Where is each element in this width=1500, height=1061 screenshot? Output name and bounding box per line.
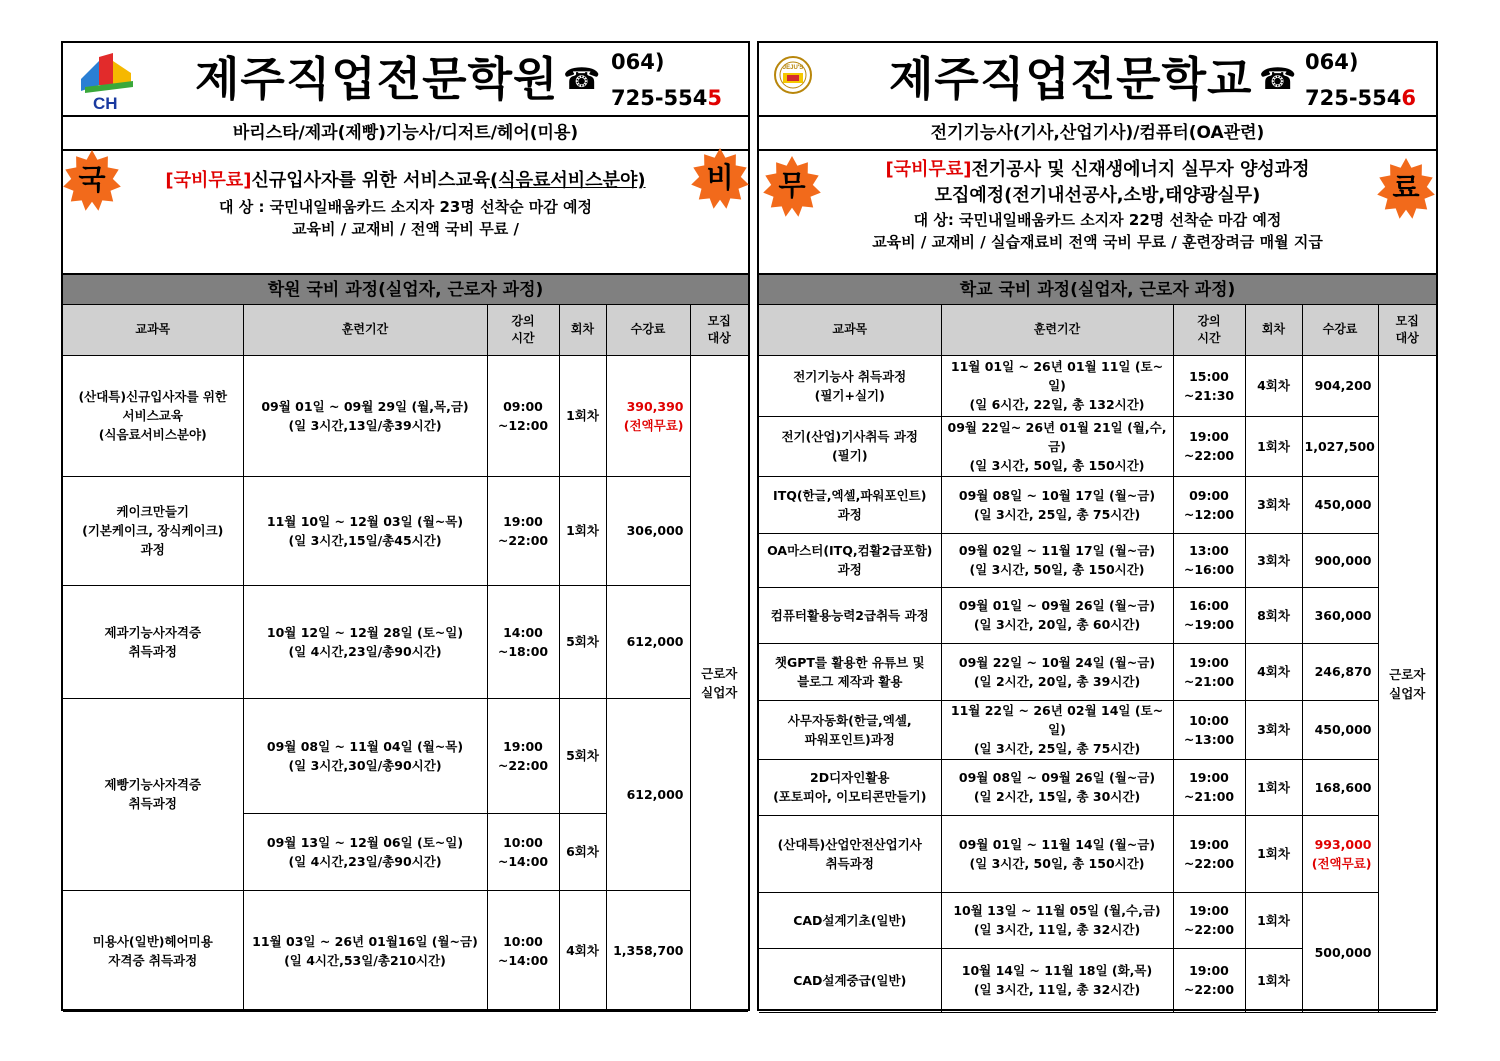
course-round: 4회차 bbox=[1245, 643, 1302, 700]
course-fee: 450,000 bbox=[1302, 700, 1378, 759]
course-subject: 사무자동화(한글,엑셀, 파워포인트)과정 bbox=[759, 700, 941, 759]
table-row bbox=[63, 585, 748, 698]
course-time: 09:00 ~12:00 bbox=[1173, 476, 1245, 533]
course-period: 10월 12일 ~ 12월 28일 (토~일) (일 4시간,23일/총90시간) bbox=[243, 585, 487, 698]
table-row bbox=[759, 476, 1436, 533]
course-time: 10:00 ~14:00 bbox=[487, 813, 559, 890]
course-period: 10월 14일 ~ 11월 18일 (화,목) (일 3시간, 11일, 총 32시간) bbox=[941, 948, 1173, 1012]
academy-logo bbox=[73, 51, 143, 111]
course-round: 1회차 bbox=[1245, 416, 1302, 476]
course-time: 19:00 ~22:00 bbox=[1173, 892, 1245, 948]
course-round: 1회차 bbox=[1245, 815, 1302, 892]
badge-star-icon: 국 bbox=[61, 149, 123, 211]
course-round: 1회차 bbox=[1245, 948, 1302, 1012]
course-time: 16:00 ~19:00 bbox=[1173, 587, 1245, 643]
school-section-title: 학교 국비 과정(실업자, 근로자 과정) bbox=[759, 275, 1436, 305]
academy-course-table bbox=[63, 305, 748, 1012]
academy-panel bbox=[61, 41, 750, 1011]
promo-headline: [국비무료]신규입사자를 위한 서비스교육(식음료서비스분야) bbox=[165, 170, 646, 191]
course-fee: 612,000 bbox=[606, 585, 690, 698]
course-round: 5회차 bbox=[559, 585, 606, 698]
school-promo bbox=[759, 151, 1436, 275]
course-period: 09월 22일 ~ 10월 24일 (월~금) (일 2시간, 20일, 총 39시간) bbox=[941, 643, 1173, 700]
course-time: 14:00 ~18:00 bbox=[487, 585, 559, 698]
course-period: 09월 01일 ~ 09월 29일 (월,목,금) (일 3시간,13일/총39시간) bbox=[243, 355, 487, 476]
table-row bbox=[759, 815, 1436, 892]
course-time: 10:00 ~14:00 bbox=[487, 890, 559, 1011]
table-row bbox=[759, 700, 1436, 759]
school-title: 제주직업전문학교 bbox=[889, 52, 1253, 106]
course-round: 1회차 bbox=[1245, 892, 1302, 948]
table-row bbox=[759, 587, 1436, 643]
column-header: 회차 bbox=[559, 305, 606, 355]
course-subject: CAD설계중급(일반) bbox=[759, 948, 941, 1012]
course-fee: 1,027,500 bbox=[1302, 416, 1378, 476]
course-time: 10:00 ~13:00 bbox=[1173, 700, 1245, 759]
course-subject: 제빵기능사자격증 취득과정 bbox=[63, 698, 243, 890]
course-round: 4회차 bbox=[559, 890, 606, 1011]
table-row bbox=[759, 416, 1436, 476]
course-subject: 전기기능사 취득과정 (필기+실기) bbox=[759, 355, 941, 416]
course-time: 13:00 ~16:00 bbox=[1173, 533, 1245, 587]
course-subject: OA마스터(ITQ,컴활2급포함) 과정 bbox=[759, 533, 941, 587]
course-fee: 168,600 bbox=[1302, 759, 1378, 815]
course-fee: 306,000 bbox=[606, 476, 690, 585]
school-header bbox=[759, 43, 1436, 117]
course-round: 3회차 bbox=[1245, 533, 1302, 587]
school-panel bbox=[757, 41, 1438, 1011]
course-subject: ITQ(한글,엑셀,파워포인트) 과정 bbox=[759, 476, 941, 533]
academy-title: 제주직업전문학원 bbox=[195, 52, 559, 106]
course-fee: 1,358,700 bbox=[606, 890, 690, 1011]
academy-promo bbox=[63, 151, 748, 275]
column-header: 모집 대상 bbox=[690, 305, 748, 355]
phone-icon: ☎ bbox=[1259, 62, 1297, 97]
course-period: 10월 13일 ~ 11월 05일 (월,수,금) (일 3시간, 11일, 총 32시간) bbox=[941, 892, 1173, 948]
column-header: 훈련기간 bbox=[243, 305, 487, 355]
course-fee: 612,000 bbox=[606, 698, 690, 890]
course-period: 09월 08일 ~ 10월 17일 (월~금) (일 3시간, 25일, 총 75시간) bbox=[941, 476, 1173, 533]
svg-text:CH: CH bbox=[93, 94, 118, 111]
table-row bbox=[63, 698, 748, 813]
school-logo bbox=[773, 55, 813, 95]
svg-text:JEJU'S: JEJU'S bbox=[782, 65, 804, 71]
course-time: 15:00 ~21:30 bbox=[1173, 355, 1245, 416]
badge-star-icon: 무 bbox=[761, 155, 823, 217]
table-row bbox=[63, 476, 748, 585]
promo-target: 대 상 : 국민내일배움카드 소지자 23명 선착순 마감 예정 bbox=[219, 198, 592, 216]
course-subject: (산대특)신규입사자를 위한 서비스교육 (식음료서비스분야) bbox=[63, 355, 243, 476]
course-time: 19:00 ~22:00 bbox=[1173, 815, 1245, 892]
table-row bbox=[63, 890, 748, 1011]
course-time: 19:00 ~22:00 bbox=[487, 698, 559, 813]
table-row bbox=[759, 759, 1436, 815]
table-row bbox=[63, 355, 748, 476]
course-round: 8회차 bbox=[1245, 587, 1302, 643]
course-fee: 904,200 bbox=[1302, 355, 1378, 416]
course-fee: 900,000 bbox=[1302, 533, 1378, 587]
course-fee: 246,870 bbox=[1302, 643, 1378, 700]
column-header: 강의 시간 bbox=[487, 305, 559, 355]
course-time: 19:00 ~21:00 bbox=[1173, 643, 1245, 700]
course-period: 09월 08일 ~ 11월 04일 (월~목) (일 3시간,30일/총90시간) bbox=[243, 698, 487, 813]
course-subject: CAD설계기초(일반) bbox=[759, 892, 941, 948]
school-course-table bbox=[759, 305, 1436, 1013]
column-header: 회차 bbox=[1245, 305, 1302, 355]
column-header: 모집 대상 bbox=[1378, 305, 1436, 355]
promo-cost: 교육비 / 교재비 / 전액 국비 무료 / bbox=[292, 220, 519, 238]
academy-section-title: 학원 국비 과정(실업자, 근로자 과정) bbox=[63, 275, 748, 305]
course-round: 4회차 bbox=[1245, 355, 1302, 416]
column-header: 교과목 bbox=[63, 305, 243, 355]
course-time: 09:00 ~12:00 bbox=[487, 355, 559, 476]
table-header-row bbox=[759, 305, 1436, 355]
course-time: 19:00 ~22:00 bbox=[487, 476, 559, 585]
table-row bbox=[759, 643, 1436, 700]
badge-star-icon: 비 bbox=[689, 147, 751, 209]
course-fee: 500,000 bbox=[1302, 892, 1378, 1012]
course-round: 6회차 bbox=[559, 813, 606, 890]
promo-target: 대 상: 국민내일배움카드 소지자 22명 선착순 마감 예정 bbox=[913, 211, 1282, 229]
promo-cost: 교육비 / 교재비 / 실습재료비 전액 국비 무료 / 훈련장려금 매월 지급 bbox=[872, 233, 1323, 251]
course-fee: 450,000 bbox=[1302, 476, 1378, 533]
course-period: 09월 01일 ~ 09월 26일 (월~금) (일 3시간, 20일, 총 60시간) bbox=[941, 587, 1173, 643]
course-time: 19:00 ~22:00 bbox=[1173, 416, 1245, 476]
course-subject: 컴퓨터활용능력2급취득 과정 bbox=[759, 587, 941, 643]
course-subject: 전기(산업)기사취득 과정 (필기) bbox=[759, 416, 941, 476]
course-subject: 챗GPT를 활용한 유튜브 및 블로그 제작과 활용 bbox=[759, 643, 941, 700]
course-subject: (산대특)산업안전산업기사 취득과정 bbox=[759, 815, 941, 892]
course-period: 11월 22일 ~ 26년 02월 14일 (토~일) (일 3시간, 25일, 총 75시간) bbox=[941, 700, 1173, 759]
promo-headline: [국비무료]전기공사 및 신재생에너지 실무자 양성과정 bbox=[885, 159, 1310, 180]
course-round: 3회차 bbox=[1245, 700, 1302, 759]
academy-phone: 064) 725-5545 bbox=[611, 50, 723, 110]
target-group: 근로자 실업자 bbox=[690, 355, 748, 1011]
course-subject: 2D디자인활용 (포토피아, 이모티콘만들기) bbox=[759, 759, 941, 815]
course-round: 1회차 bbox=[1245, 759, 1302, 815]
target-group: 근로자 실업자 bbox=[1378, 355, 1436, 1012]
course-round: 5회차 bbox=[559, 698, 606, 813]
table-row bbox=[759, 892, 1436, 948]
academy-subtitle: 바리스타/제과(제빵)기능사/디저트/헤어(미용) bbox=[63, 117, 748, 151]
course-period: 11월 03일 ~ 26년 01월16일 (월~금) (일 4시간,53일/총210시간) bbox=[243, 890, 487, 1011]
course-period: 09월 22일~ 26년 01월 21일 (월,수,금) (일 3시간, 50일, 총 150시간) bbox=[941, 416, 1173, 476]
course-fee: 993,000 (전액무료) bbox=[1302, 815, 1378, 892]
table-row bbox=[759, 533, 1436, 587]
course-subject: 케이크만들기 (기본케이크, 장식케이크) 과정 bbox=[63, 476, 243, 585]
course-fee: 360,000 bbox=[1302, 587, 1378, 643]
table-row bbox=[759, 355, 1436, 416]
column-header: 훈련기간 bbox=[941, 305, 1173, 355]
course-period: 09월 01일 ~ 11월 14일 (월~금) (일 3시간, 50일, 총 150시간) bbox=[941, 815, 1173, 892]
course-time: 19:00 ~21:00 bbox=[1173, 759, 1245, 815]
column-header: 교과목 bbox=[759, 305, 941, 355]
course-period: 11월 01일 ~ 26년 01월 11일 (토~일) (일 6시간, 22일, 총 132시간) bbox=[941, 355, 1173, 416]
table-header-row bbox=[63, 305, 748, 355]
course-subject: 미용사(일반)헤어미용 자격증 취득과정 bbox=[63, 890, 243, 1011]
course-period: 09월 13일 ~ 12월 06일 (토~일) (일 4시간,23일/총90시간) bbox=[243, 813, 487, 890]
column-header: 수강료 bbox=[606, 305, 690, 355]
course-period: 09월 02일 ~ 11월 17일 (월~금) (일 3시간, 50일, 총 150시간) bbox=[941, 533, 1173, 587]
course-round: 1회차 bbox=[559, 476, 606, 585]
course-subject: 제과기능사자격증 취득과정 bbox=[63, 585, 243, 698]
badge-star-icon: 료 bbox=[1375, 157, 1437, 219]
course-round: 1회차 bbox=[559, 355, 606, 476]
column-header: 수강료 bbox=[1302, 305, 1378, 355]
column-header: 강의 시간 bbox=[1173, 305, 1245, 355]
school-subtitle: 전기기능사(기사,산업기사)/컴퓨터(OA관련) bbox=[759, 117, 1436, 151]
course-round: 3회차 bbox=[1245, 476, 1302, 533]
course-time: 19:00 ~22:00 bbox=[1173, 948, 1245, 1012]
course-period: 11월 10일 ~ 12월 03일 (월~목) (일 3시간,15일/총45시간) bbox=[243, 476, 487, 585]
school-phone: 064) 725-5546 bbox=[1305, 50, 1417, 110]
course-fee: 390,390 (전액무료) bbox=[606, 355, 690, 476]
academy-header bbox=[63, 43, 748, 117]
course-period: 09월 08일 ~ 09월 26일 (월~금) (일 2시간, 15일, 총 30시간) bbox=[941, 759, 1173, 815]
phone-icon: ☎ bbox=[563, 62, 601, 97]
promo-headline-2: 모집예정(전기내선공사,소방,태양광실무) bbox=[934, 185, 1261, 206]
